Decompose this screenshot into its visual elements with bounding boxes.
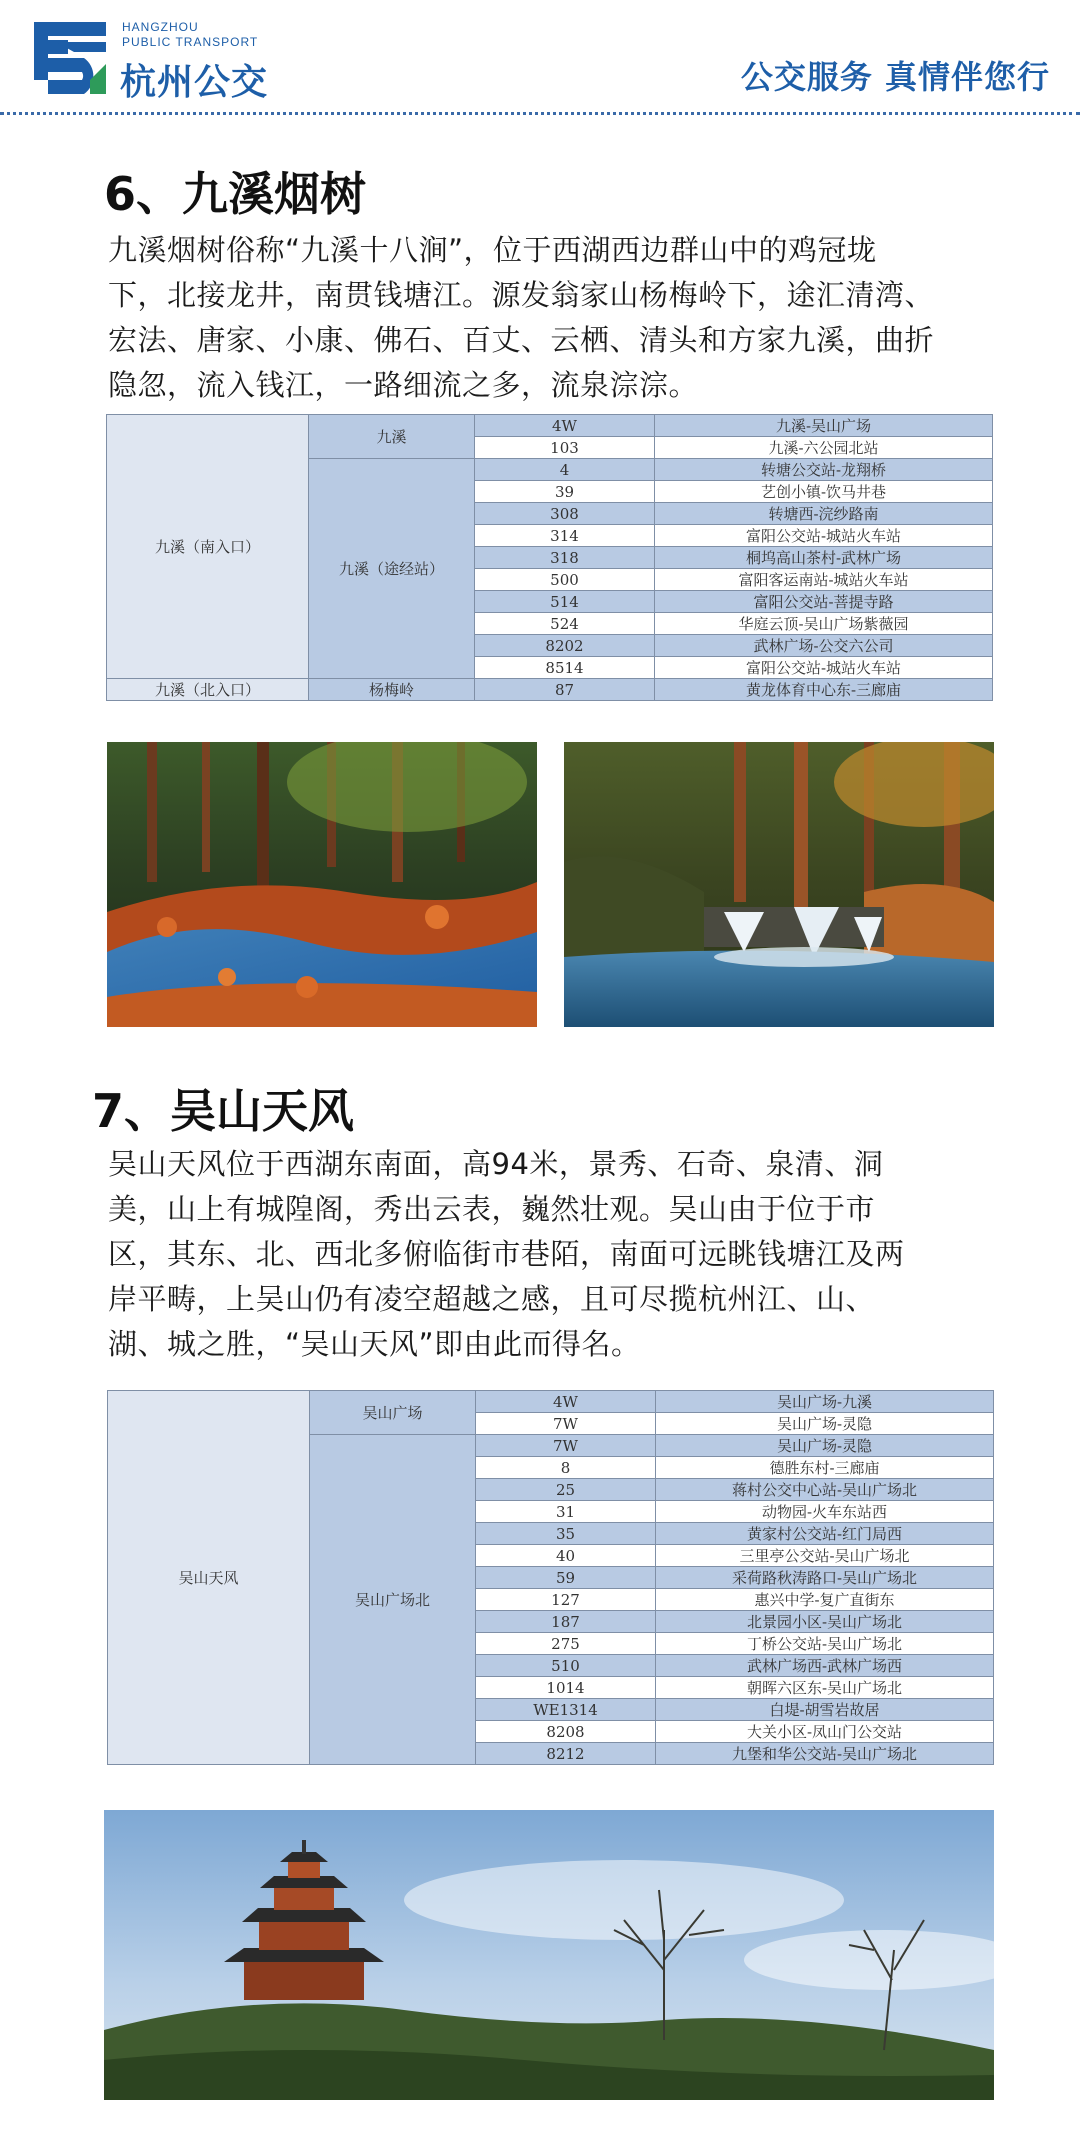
route-number-cell: 314: [475, 525, 655, 547]
route-number-cell: 7W: [476, 1413, 656, 1435]
route-terminals-cell: 九溪-六公园北站: [655, 437, 993, 459]
section7-bus-table: [107, 1390, 994, 1765]
route-terminals-cell: 转塘西-浣纱路南: [655, 503, 993, 525]
stop-cell: 九溪（途经站）: [309, 459, 475, 679]
route-number-cell: 318: [475, 547, 655, 569]
route-number-cell: 308: [475, 503, 655, 525]
section7-paragraph: [108, 1142, 976, 1367]
route-terminals-cell: 富阳公交站-城站火车站: [655, 657, 993, 679]
route-terminals-cell: 桐坞高山茶村-武林广场: [655, 547, 993, 569]
section6-line-3: 宏法、唐家、小康、佛石、百丈、云栖、清头和方家九溪，曲折: [108, 323, 935, 357]
route-number-cell: 35: [476, 1523, 656, 1545]
area-cell: 吴山天风: [108, 1391, 310, 1765]
logo-english-line2: PUBLIC TRANSPORT: [122, 35, 259, 49]
route-terminals-cell: 北景园小区-吴山广场北: [656, 1611, 994, 1633]
route-terminals-cell: 黄家村公交站-红门局西: [656, 1523, 994, 1545]
route-terminals-cell: 白堤-胡雪岩故居: [656, 1699, 994, 1721]
route-terminals-cell: 丁桥公交站-吴山广场北: [656, 1633, 994, 1655]
section7-line-5: 湖、城之胜，“吴山天风”即由此而得名。: [108, 1327, 641, 1361]
stop-cell: 杨梅岭: [309, 679, 475, 701]
route-number-cell: 4W: [476, 1391, 656, 1413]
route-terminals-cell: 惠兴中学-复广直街东: [656, 1589, 994, 1611]
route-number-cell: 39: [475, 481, 655, 503]
route-terminals-cell: 黄龙体育中心东-三廊庙: [655, 679, 993, 701]
route-number-cell: 40: [476, 1545, 656, 1567]
route-terminals-cell: 武林广场西-武林广场西: [656, 1655, 994, 1677]
route-terminals-cell: 蒋村公交中心站-吴山广场北: [656, 1479, 994, 1501]
route-terminals-cell: 九堡和华公交站-吴山广场北: [656, 1743, 994, 1765]
logo-english-line1: HANGZHOU: [122, 20, 199, 34]
route-number-cell: 187: [476, 1611, 656, 1633]
route-terminals-cell: 德胜东村-三廊庙: [656, 1457, 994, 1479]
chenghuang-pavilion-photo: [104, 1810, 994, 2100]
route-number-cell: 4: [475, 459, 655, 481]
route-terminals-cell: 动物园-火车东站西: [656, 1501, 994, 1523]
table-row: [107, 415, 993, 437]
hangzhou-bus-logo-icon: [34, 22, 106, 94]
route-number-cell: WE1314: [476, 1699, 656, 1721]
section7-line-3: 区，其东、北、西北多俯临街市巷陌，南面可远眺钱塘江及两: [108, 1237, 905, 1271]
route-terminals-cell: 武林广场-公交六公司: [655, 635, 993, 657]
route-number-cell: 510: [476, 1655, 656, 1677]
route-number-cell: 127: [476, 1589, 656, 1611]
route-number-cell: 8514: [475, 657, 655, 679]
route-number-cell: 8: [476, 1457, 656, 1479]
route-number-cell: 8212: [476, 1743, 656, 1765]
route-terminals-cell: 富阳客运南站-城站火车站: [655, 569, 993, 591]
header-slogan: 公交服务 真情伴您行: [740, 58, 1050, 96]
route-number-cell: 1014: [476, 1677, 656, 1699]
route-number-cell: 31: [476, 1501, 656, 1523]
logo-chinese-name: 杭州公交: [120, 62, 269, 103]
area-cell: 九溪（北入口）: [107, 679, 309, 701]
section7-line-4: 岸平畴，上吴山仍有凌空超越之感，且可尽揽杭州江、山、: [108, 1282, 876, 1316]
route-terminals-cell: 转塘公交站-龙翔桥: [655, 459, 993, 481]
stop-cell: 吴山广场北: [310, 1435, 476, 1765]
route-terminals-cell: 采荷路秋涛路口-吴山广场北: [656, 1567, 994, 1589]
section6-line-4: 隐忽，流入钱江，一路细流之多，流泉淙淙。: [108, 368, 699, 402]
route-terminals-cell: 吴山广场-灵隐: [656, 1435, 994, 1457]
route-terminals-cell: 华庭云顶-吴山广场紫薇园: [655, 613, 993, 635]
route-number-cell: 103: [475, 437, 655, 459]
section6-bus-table: [106, 414, 993, 701]
route-terminals-cell: 三里亭公交站-吴山广场北: [656, 1545, 994, 1567]
route-number-cell: 524: [475, 613, 655, 635]
route-number-cell: 7W: [476, 1435, 656, 1457]
route-number-cell: 514: [475, 591, 655, 613]
section6-line-1: 九溪烟树俗称“九溪十八涧”，位于西湖西边群山中的鸡冠垅: [108, 233, 877, 267]
route-number-cell: 25: [476, 1479, 656, 1501]
route-number-cell: 275: [476, 1633, 656, 1655]
area-cell: 九溪（南入口）: [107, 415, 309, 679]
section7-line-2: 美，山上有城隍阁，秀出云表，巍然壮观。吴山由于位于市: [108, 1192, 876, 1226]
route-terminals-cell: 大关小区-凤山门公交站: [656, 1721, 994, 1743]
route-number-cell: 4W: [475, 415, 655, 437]
route-number-cell: 8202: [475, 635, 655, 657]
route-terminals-cell: 吴山广场-九溪: [656, 1391, 994, 1413]
stop-cell: 九溪: [309, 415, 475, 459]
page-header: [0, 0, 1080, 112]
stop-cell: 吴山广场: [310, 1391, 476, 1435]
route-terminals-cell: 艺创小镇-饮马井巷: [655, 481, 993, 503]
route-terminals-cell: 九溪-吴山广场: [655, 415, 993, 437]
route-number-cell: 500: [475, 569, 655, 591]
route-terminals-cell: 富阳公交站-菩提寺路: [655, 591, 993, 613]
route-number-cell: 59: [476, 1567, 656, 1589]
section7-title: 7、吴山天风: [92, 1084, 355, 1138]
section6-line-2: 下，北接龙井，南贯钱塘江。源发翁家山杨梅岭下，途汇清湾、: [108, 278, 935, 312]
section7-line-1: 吴山天风位于西湖东南面，高94米，景秀、石奇、泉清、洞: [108, 1147, 884, 1181]
section6-title: 6、九溪烟树: [104, 167, 367, 221]
table-row: [107, 679, 993, 701]
waterfall-photo: [564, 742, 994, 1027]
forest-stream-photo: [107, 742, 537, 1027]
logo-english: [122, 20, 258, 50]
route-terminals-cell: 吴山广场-灵隐: [656, 1413, 994, 1435]
section6-paragraph: [108, 228, 976, 408]
route-terminals-cell: 富阳公交站-城站火车站: [655, 525, 993, 547]
route-number-cell: 8208: [476, 1721, 656, 1743]
route-terminals-cell: 朝晖六区东-吴山广场北: [656, 1677, 994, 1699]
route-number-cell: 87: [475, 679, 655, 701]
header-dotted-divider: [0, 112, 1080, 115]
table-row: [108, 1391, 994, 1413]
